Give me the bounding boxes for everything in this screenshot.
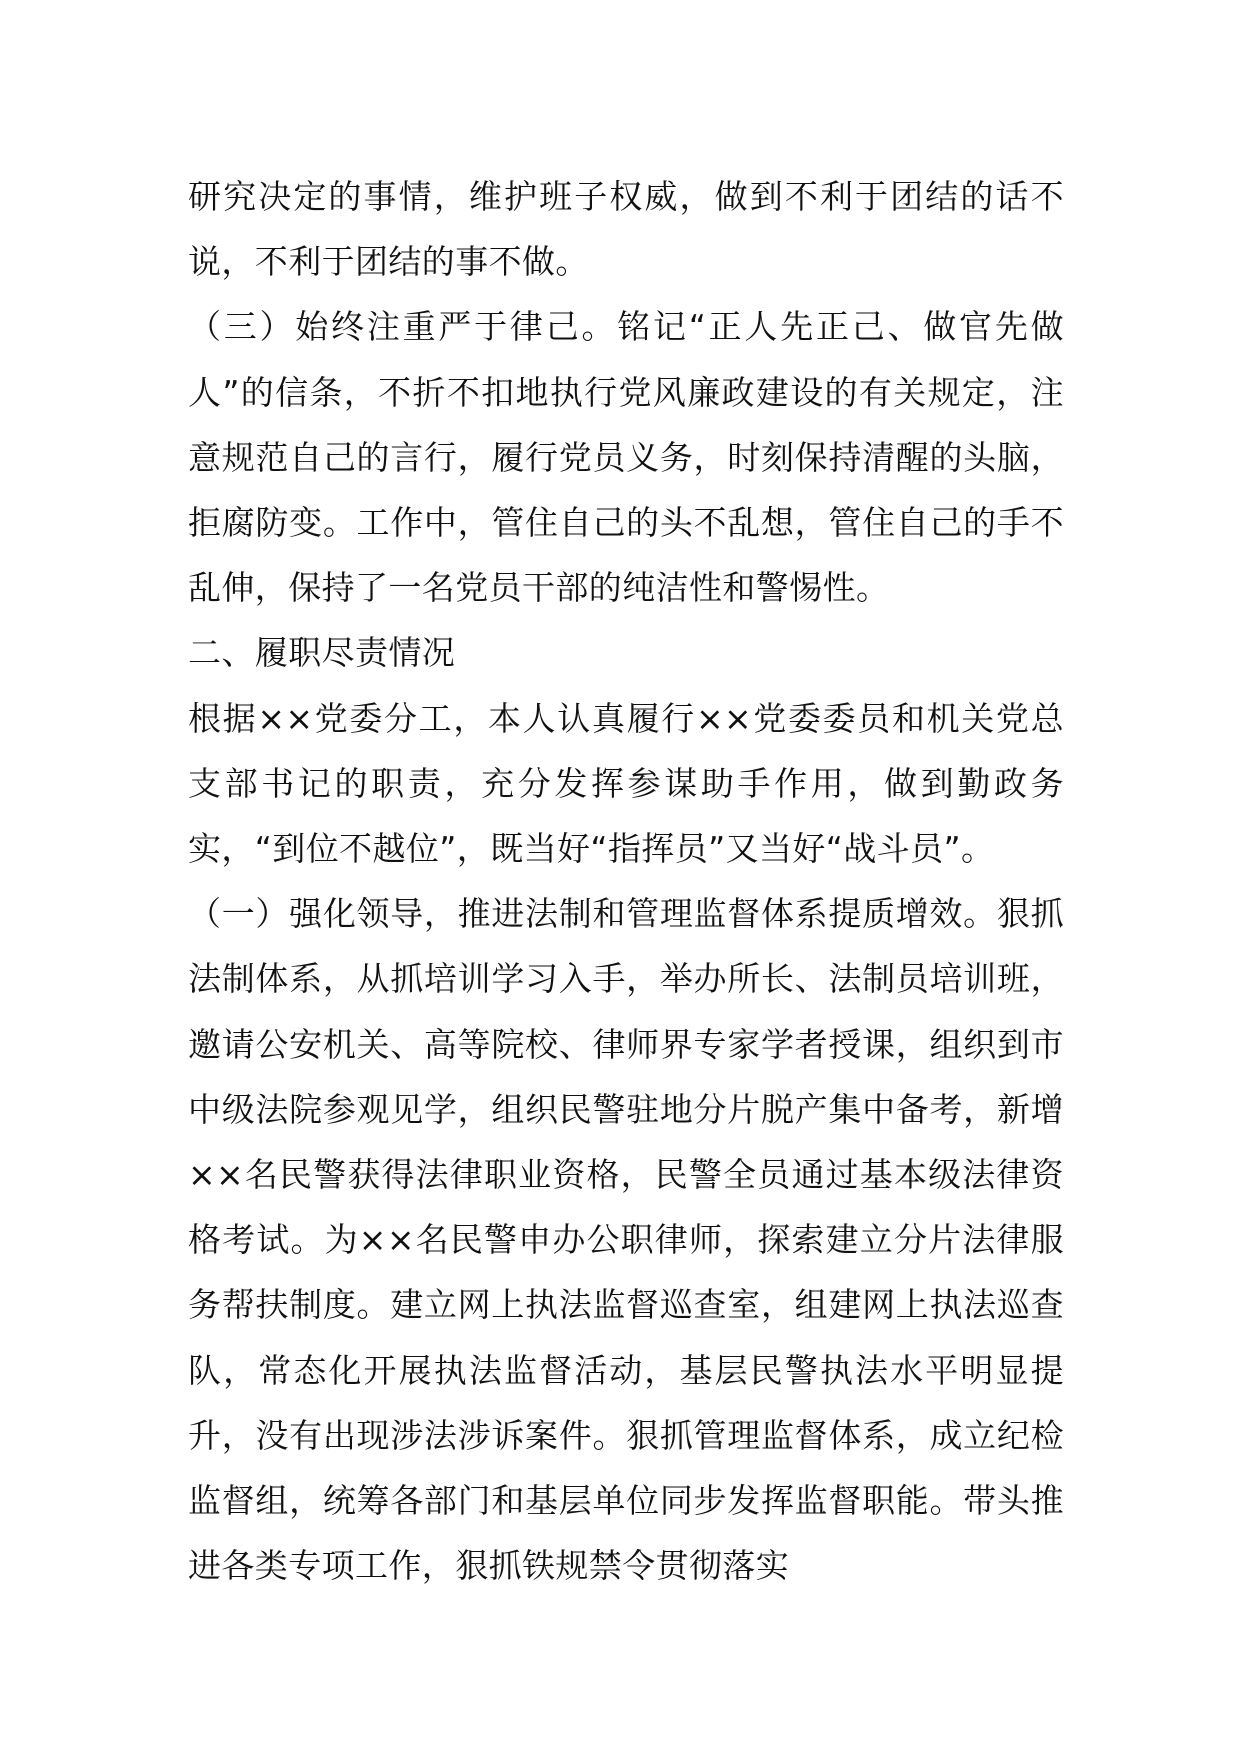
paragraph-duties: 根据××党委分工，本人认真履行××党委委员和机关党总支部书记的职责，充分发挥参谋助手作用，做到勤政务实，“到位不越位”，既当好“指挥员”又当好“战斗员”。 bbox=[188, 698, 1064, 869]
section-heading: 二、履职尽责情况 bbox=[188, 633, 456, 673]
paragraph-continuation: 研究决定的事情，维护班子权威，做到不利于团结的话不说，不利于团结的事不做。 bbox=[188, 177, 1064, 282]
paragraph-leadership: （一）强化领导，推进法制和管理监督体系提质增效。狠抓法制体系，从抓培训学习入手，举办所长、法制员培训班，邀请公安机关、高等院校、律师界专家学者授课，组织到市中级法院参观见学，组织民警驻地分片脱产集中备考，新增××名民警获得法律职业资格，民警全员通过基本级法律资格考试。为××名民警申办公职律师，探索建立分片法律服务帮扶制度。建立网上执法监督巡查室，组建网上执法巡查队，常态化开展执法监督活动，基层民警执法水平明显提升，没有出现涉法涉诉案件。狠抓管理监督体系，成立纪检监督组，统筹各部门和基层单位同步发挥监督职能。带头推进各类专项工作，狠抓铁规禁令贯彻落实 bbox=[188, 894, 1064, 1586]
document-body bbox=[188, 164, 1064, 1598]
paragraph-self-discipline: （三）始终注重严于律己。铭记“正人先正己、做官先做人”的信条，不折不扣地执行党风廉政建设的有关规定，注意规范自己的言行，履行党员义务，时刻保持清醒的头脑，拒腐防变。工作中，管住自己的头不乱想，管住自己的手不乱伸，保持了一名党员干部的纯洁性和警惕性。 bbox=[188, 307, 1064, 608]
